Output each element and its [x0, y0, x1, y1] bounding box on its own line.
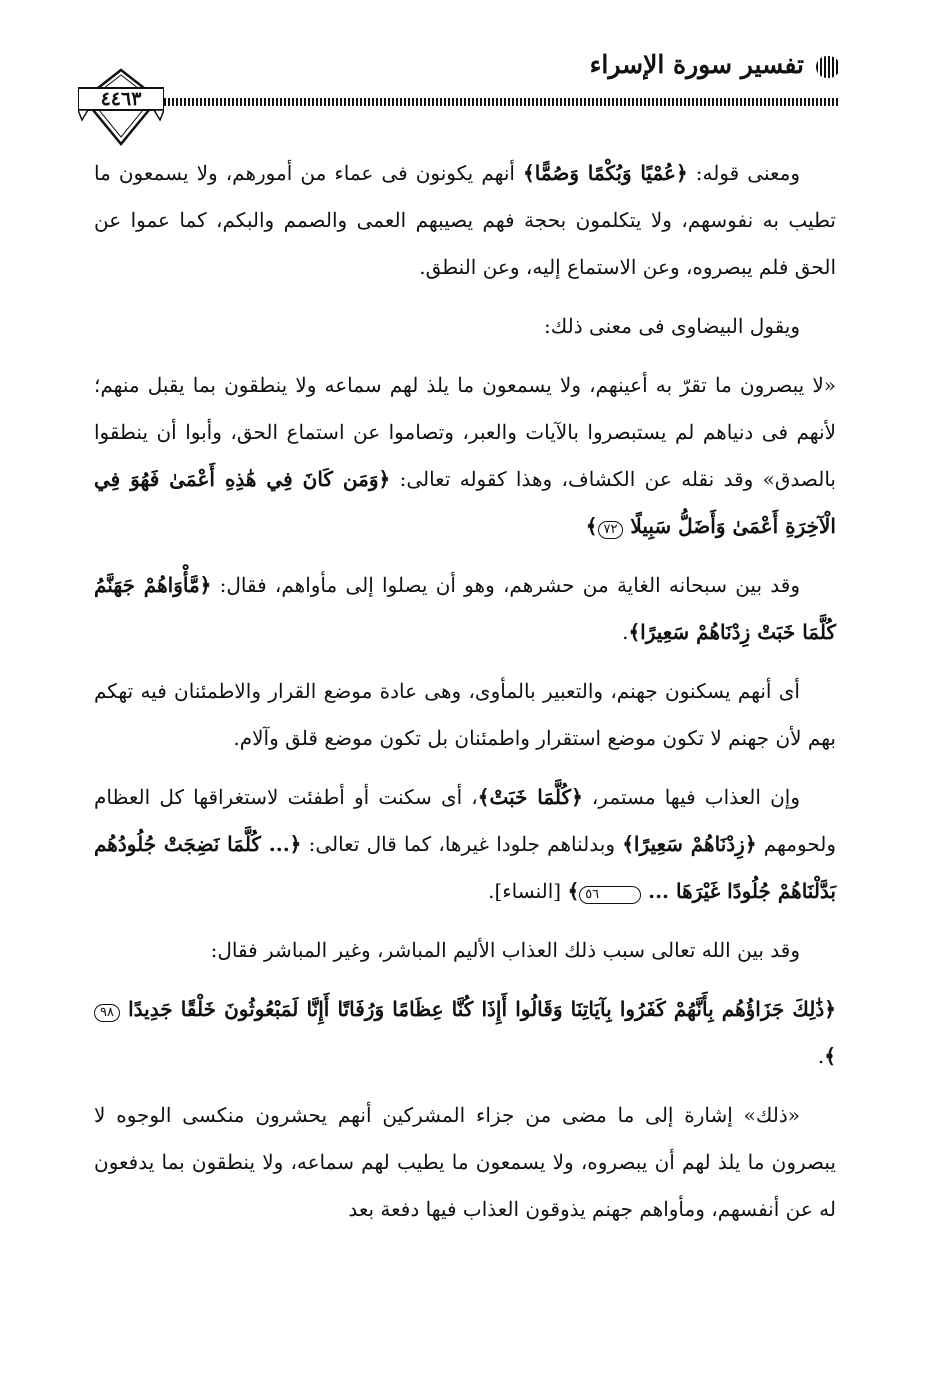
paragraph-4 [94, 562, 836, 656]
quran-quote: ﴿عُمْيًا وَبُكْمًا وَصُمًّا﴾ [523, 161, 688, 185]
quran-quote: ﴿كُلَّمَا خَبَتْ﴾ [477, 785, 583, 809]
text-run: وبدلناهم جلودا غيرها، كما قال تعالى: [301, 832, 623, 856]
quran-quote: ﴾ [567, 879, 580, 903]
header-rule [160, 98, 840, 106]
text-run: أى أنهم يسكنون جهنم، والتعبير بالمأوى، وهى عادة موضع القرار والاطمئنان فيه تهكم بهم لأن جهنم لا تكون موضع استقرار واطمئنان بل تكون موضع قلق وآلام. [94, 679, 836, 750]
paragraph-9 [94, 1092, 836, 1233]
ayah-number-marker: ٩٨ [94, 1004, 120, 1022]
ayah-number-marker: ٥٦ [579, 886, 641, 904]
quran-quote: ﴾ [585, 514, 598, 538]
paragraph-8-verse [94, 986, 836, 1080]
quran-quote: ﴾ [824, 1044, 836, 1068]
text-run: أنهم يكونون فى عماء من أمورهم، ولا يسمعون ما تطيب به نفوسهم، ولا يتكلمون بحجة فهم يصيبهم العمى والصمم والبكم، كما عموا عن الحق فلم يبصروه، وعن الاستماع إليه، وعن النطق. [94, 161, 836, 279]
quran-quote: ﴿... كُلَّمَا نَضِجَتْ جُلُودُهُم بَدَّلْنَاهُمْ جُلُودًا غَيْرَهَا ... [94, 832, 836, 903]
text-run: [النساء]. [488, 879, 568, 903]
paragraph-7 [94, 927, 836, 974]
text-run: وإن العذاب فيها مستمر، [582, 785, 800, 809]
header-ornament-icon [816, 56, 840, 78]
text-run: وقد بين سبحانه الغاية من حشرهم، وهو أن يصلوا إلى مأواهم، فقال: [211, 573, 800, 597]
text-run: . [817, 1044, 825, 1068]
text-run: «ذلك» إشارة إلى ما مضى من جزاء المشركين أنهم يحشرون منكسى الوجوه لا يبصرون ما يلذ لهم أن يبصروه، ولا يسمعون ما يطيب لهم سماعه، ولا ينطقون بما يدفعون له عن أنفسهم، ومأواهم جهنم يذوقون العذاب فيها دفعة بعد [94, 1103, 836, 1221]
page-header [0, 0, 928, 150]
text-run: ويقول البيضاوى فى معنى ذلك: [544, 314, 800, 338]
quran-quote: ﴿زِدْنَاهُمْ سَعِيرًا﴾ [622, 832, 757, 856]
page-number-badge [78, 64, 164, 150]
body-text [94, 150, 836, 1245]
paragraph-3-quote [94, 362, 836, 550]
running-title: تفسير سورة الإسراء [589, 50, 804, 79]
page-number: ٤٤٦٣ [100, 88, 142, 110]
text-run: . [622, 620, 629, 644]
paragraph-5 [94, 668, 836, 762]
text-run: ومعنى قوله: [687, 161, 800, 185]
paragraph-6 [94, 774, 836, 915]
text-run: وقد بين الله تعالى سبب ذلك العذاب الأليم المباشر، وغير المباشر فقال: [210, 938, 800, 962]
ayah-number-marker: ٧٢ [598, 521, 624, 539]
paragraph-2 [94, 303, 836, 350]
paragraph-1 [94, 150, 836, 291]
quran-quote: ﴿ذَٰلِكَ جَزَاؤُهُم بِأَنَّهُمْ كَفَرُوا بِآيَاتِنَا وَقَالُوا أَإِذَا كُنَّا عِظَامًا وَرُفَاتًا أَإِنَّا لَمَبْعُوثُونَ خَلْقًا جَدِيدًا [119, 997, 836, 1021]
quran-quote: ﴿وَمَن كَانَ فِي هَٰذِهِ أَعْمَىٰ فَهُوَ فِي الْآخِرَةِ أَعْمَىٰ وَأَضَلُّ سَبِيلًا [94, 467, 836, 538]
text-run: «لا يبصرون ما تقرّ به أعينهم، ولا يسمعون ما يلذ لهم سماعه ولا ينطقون بما يقبل منهم؛ لأنهم فى دنياهم لم يستبصروا بالآيات والعبر، وتصاموا عن استماع الحق، وأبوا أن ينطقوا بالصدق» وقد نقله عن الكشاف، وهذا كقوله تعالى: [94, 373, 836, 491]
quran-quote: ﴿مَّأْوَاهُمْ جَهَنَّمُ كُلَّمَا خَبَتْ زِدْنَاهُمْ سَعِيرًا﴾ [94, 573, 836, 644]
text-run: ، أى سكنت أو أطفئت لاستغراقها كل العظام ولحومهم [94, 785, 837, 856]
